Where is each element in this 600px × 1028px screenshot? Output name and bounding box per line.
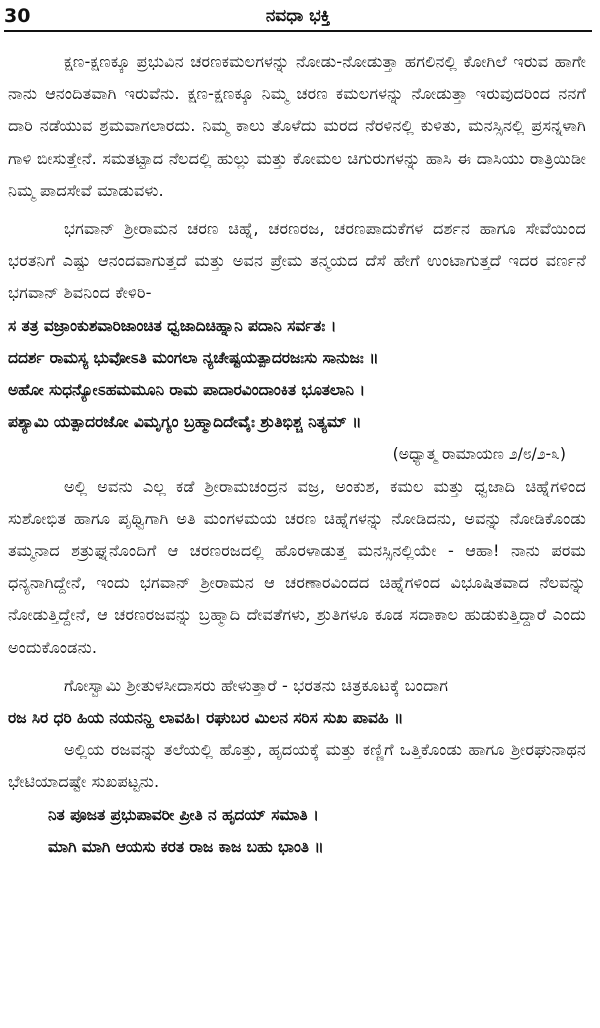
verse-line: ದದರ್ಶ ರಾಮಸ್ಯ ಭುವೋಽತಿ ಮಂಗಲಾ ನ್ಯಚೇಷ್ಟಯತ್ಪಾದರಜಃಸು ಸಾನುಜಃ ॥: [8, 348, 379, 367]
sanskrit-verse-1: [8, 310, 586, 439]
running-title: ನವಧಾ ಭಕ್ತಿ: [265, 6, 331, 26]
verse-line: ನಿತ ಪೂಜತ ಪ್ರಭುಪಾವರೀ ಪ್ರೀತಿ ನ ಹೃದಯ್ ಸಮಾತಿ ।: [48, 805, 319, 824]
verse-line: ಮಾಗಿ ಮಾಗಿ ಆಯಸು ಕರತ ರಾಜ ಕಾಜ ಬಹು ಭಾಂತಿ ॥: [48, 837, 324, 856]
paragraph-1: ಕ್ಷಣ-ಕ್ಷಣಕ್ಕೂ ಪ್ರಭುವಿನ ಚರಣಕಮಲಗಳನ್ನು ನೋಡು-ನೋಡುತ್ತಾ ಹಗಲಿನಲ್ಲಿ ಕೋಗಿಲೆ ಇರುವ ಹಾಗೇ ನಾನು ಆನಂದಿತವಾಗಿ ಇರುವೆನು. ಕ್ಷಣ-ಕ್ಷಣಕ್ಕೂ ನಿಮ್ಮ ಚರಣ ಕಮಲಗಳನ್ನು ನೋಡುತ್ತಾ ಇರುವುದರಿಂದ ನನಗೆ ದಾರಿ ನಡೆಯುವ ಶ್ರಮವಾಗಲಾರದು. ನಿಮ್ಮ ಕಾಲು ತೊಳೆದು ಮರದ ನೆರಳಿನಲ್ಲಿ ಕುಳಿತು, ಮನಸ್ಸಿನಲ್ಲಿ ಪ್ರಸನ್ನಳಾಗಿ ಗಾಳಿ ಬೀಸುತ್ತೇನೆ. ಸಮತಟ್ಟಾದ ನೆಲದಲ್ಲಿ ಹುಲ್ಲು ಮತ್ತು ಕೋಮಲ ಚಿಗುರುಗಳನ್ನು ಹಾಸಿ ಈ ದಾಸಿಯು ರಾತ್ರಿಯಿಡೀ ನಿಮ್ಮ ಪಾದಸೇವೆ ಮಾಡುವಳು.: [8, 52, 586, 200]
page-body: [8, 46, 586, 863]
verse-line: ಪಶ್ಯಾಮಿ ಯತ್ಪಾದರಜೋ ವಿಮೃಗ್ಯಂ ಬ್ರಹ್ಮಾದಿದೇವೈಃ ಶ್ರುತಿಭಿಶ್ಚ ನಿತ್ಯಮ್ ॥: [8, 413, 362, 432]
page-number: 30: [4, 5, 31, 27]
hindi-verse-3: [8, 799, 586, 863]
verse-citation: (ಅಧ್ಯಾತ್ಮ ರಾಮಾಯಣ ೨/೮/೨-೩): [392, 445, 566, 464]
paragraph-3: ಅಲ್ಲಿ ಅವನು ಎಲ್ಲ ಕಡೆ ಶ್ರೀರಾಮಚಂದ್ರನ ವಜ್ರ, ಅಂಕುಶ, ಕಮಲ ಮತ್ತು ಧ್ವಜಾದಿ ಚಿಹ್ನೆಗಳಿಂದ ಸುಶೋಭಿತ ಹಾಗೂ ಪೃಥ್ವಿಗಾಗಿ ಅತಿ ಮಂಗಳಮಯ ಚರಣ ಚಿಹ್ನೆಗಳನ್ನು ನೋಡಿದನು, ಅವನ್ನು ನೋಡಿಕೊಂಡು ತಮ್ಮನಾದ ಶತ್ರುಘ್ನನೊಂದಿಗೆ ಆ ಚರಣರಜದಲ್ಲಿ ಹೊರಳಾಡುತ್ತ ಮನಸ್ಸಿನಲ್ಲಿಯೇ - ಆಹಾ! ನಾನು ಪರಮ ಧನ್ಯನಾಗಿದ್ದೇನೆ, ಇಂದು ಭಗವಾನ್ ಶ್ರೀರಾಮನ ಆ ಚರಣಾರವಿಂದದ ಚಿಹ್ನೆಗಳಿಂದ ವಿಭೂಷಿತವಾದ ನೆಲವನ್ನು ನೋಡುತ್ತಿದ್ದೇನೆ, ಆ ಚರಣರಜವನ್ನು ಬ್ರಹ್ಮಾದಿ ದೇವತೆಗಳು, ಶ್ರುತಿಗಳೂ ಕೂಡ ಸದಾಕಾಲ ಹುಡುಕುತ್ತಿದ್ದಾರೆ ಎಂದು ಅಂದುಕೊಂಡನು.: [8, 476, 586, 657]
paragraph-2: ಭಗವಾನ್ ಶ್ರೀರಾಮನ ಚರಣ ಚಿಹ್ನೆ, ಚರಣರಜ, ಚರಣಪಾದುಕೆಗಳ ದರ್ಶನ ಹಾಗೂ ಸೇವೆಯಿಂದ ಭರತನಿಗೆ ಎಷ್ಟು ಆನಂದವಾಗುತ್ತದೆ ಮತ್ತು ಅವನ ಪ್ರೇಮ ತನ್ಮಯದ ದೆಸೆ ಹೇಗೆ ಉಂಟಾಗುತ್ತದೆ ಇದರ ವರ್ಣನೆ ಭಗವಾನ್ ಶಿವನಿಂದ ಕೇಳಿರಿ-: [8, 219, 586, 303]
paragraph-4: ಗೋಸ್ವಾಮಿ ಶ್ರೀತುಳಸೀದಾಸರು ಹೇಳುತ್ತಾರೆ - ಭರತನು ಚಿತ್ರಕೂಟಕ್ಕೆ ಬಂದಾಗ: [64, 675, 449, 695]
verse-line: ಅಹೋ ಸುಧನ್ಯೋಽಹಮಮೂನಿ ರಾಮ ಪಾದಾರವಿಂದಾಂಕಿತ ಭೂತಲಾನಿ ।: [8, 381, 366, 400]
hindi-doha: ರಜ ಸಿರ ಧರಿ ಹಿಯ ನಯನನ್ಹಿ ಲಾವಹಿ। ರಘುಬರ ಮಿಲನ ಸರಿಸ ಸುಖ ಪಾವಹಿ ॥: [8, 709, 404, 728]
verse-line: ಸ ತತ್ರ ವಜ್ರಾಂಕುಶವಾರಿಜಾಂಚಿತ ಧ್ವಜಾದಿಚಿಹ್ನಾನಿ ಪದಾನಿ ಸರ್ವತಃ ।: [8, 316, 337, 335]
page-header: [4, 4, 592, 32]
paragraph-5: ಅಲ್ಲಿಯ ರಜವನ್ನು ತಲೆಯಲ್ಲಿ ಹೊತ್ತು, ಹೃದಯಕ್ಕೆ ಮತ್ತು ಕಣ್ಣಿಗೆ ಒತ್ತಿಕೊಂಡು ಹಾಗೂ ಶ್ರೀರಘುನಾಥನ ಭೇಟಿಯಾದಷ್ಟೇ ಸುಖಪಟ್ಟನು.: [8, 740, 586, 792]
